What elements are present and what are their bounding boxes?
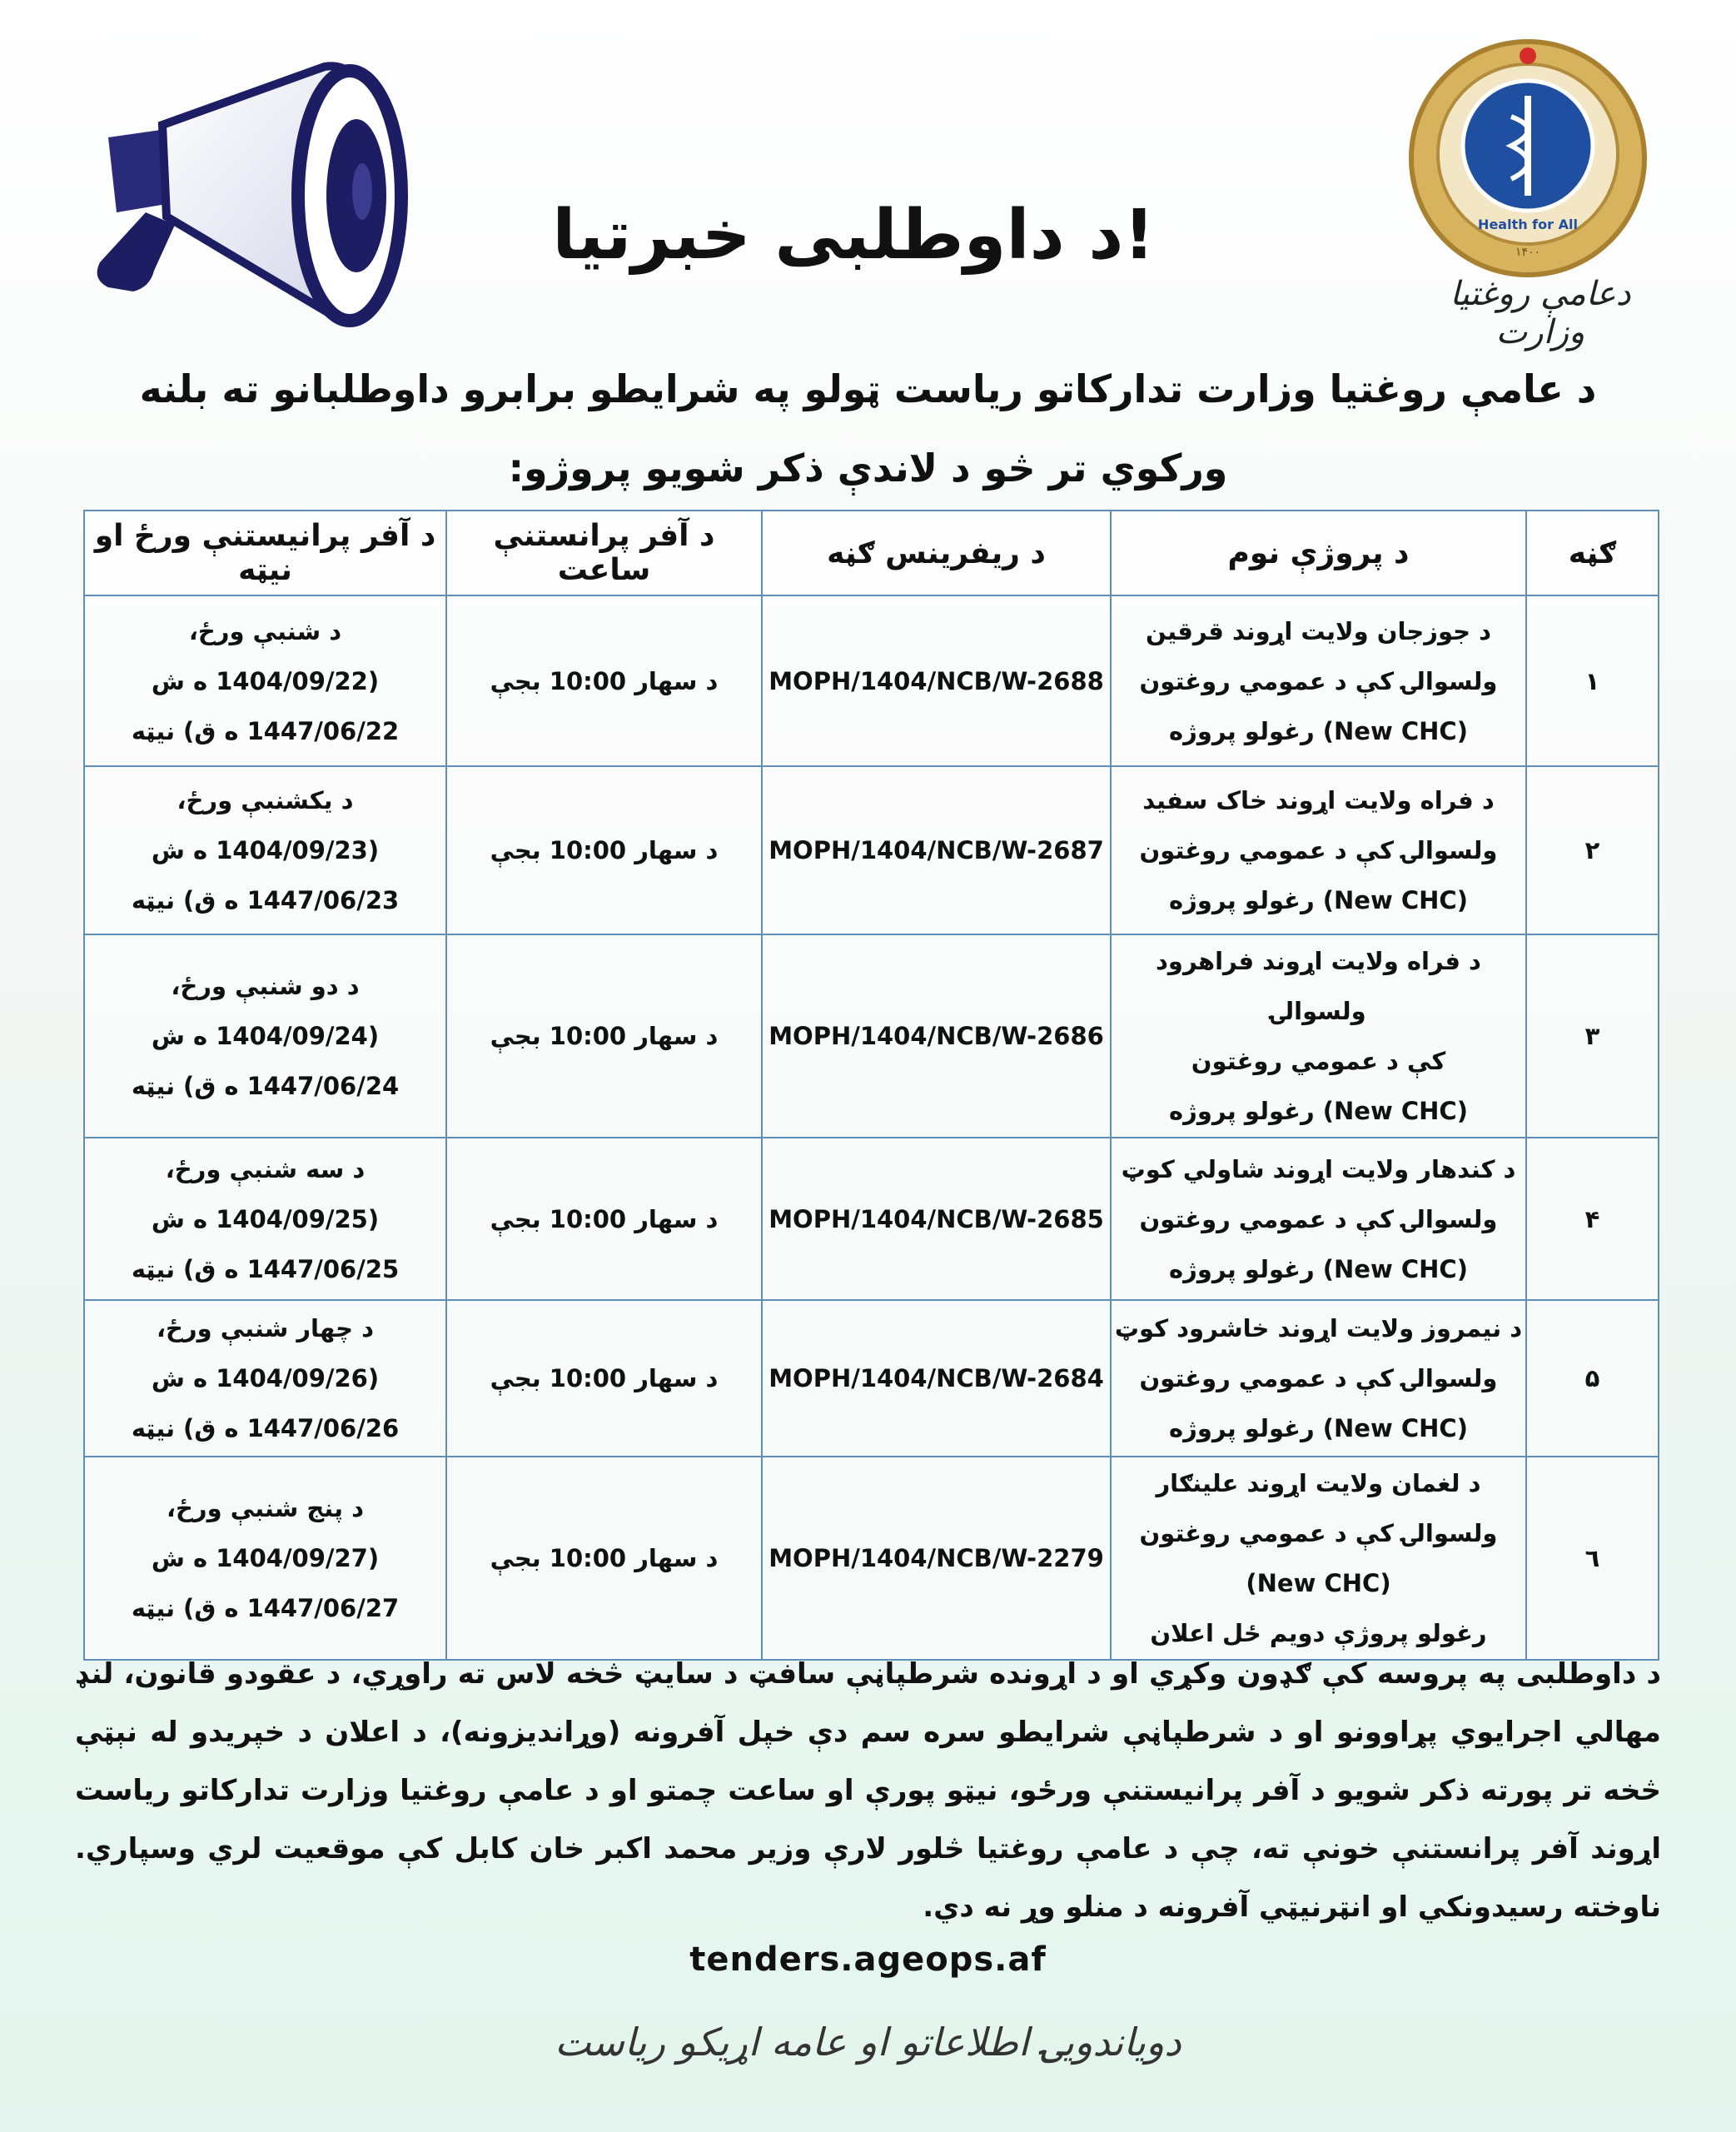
row-number: ۴ <box>1526 1138 1659 1300</box>
project-name: د فراه ولايت اړوند فراهرود ولسوالۍ کې د عمومي روغتون (New CHC) رغولو پروژه <box>1111 934 1526 1138</box>
opening-time: د سهار 10:00 بجې <box>446 1300 762 1457</box>
opening-date: د دو شنبې ورځ، (1404/09/24 ه ش 1447/06/24 ه ق) نيټه <box>84 934 446 1138</box>
row-number: ٣ <box>1526 934 1659 1138</box>
table-row <box>84 766 1659 934</box>
reference-number: MOPH/1404/NCB/W-2279 <box>762 1457 1111 1660</box>
intro-text: د عامې روغتيا وزارت تدارکاتو رياست ټولو په شرايطو برابرو داوطلبانو ته بلنه ورکوي تر څو د لاندې ذکر شويو پروژو: <box>139 366 1597 491</box>
table-row <box>84 1138 1659 1300</box>
table-row <box>84 934 1659 1138</box>
opening-date: د يکشنبې ورځ، (1404/09/23 ه ش 1447/06/23 ه ق) نيټه <box>84 766 446 934</box>
emblem-year: ۱۴۰۰ <box>1515 246 1541 259</box>
tenders-table <box>83 510 1659 1661</box>
col-number-header: ګڼه <box>1526 511 1659 595</box>
project-name: د فراه ولايت اړوند خاک سفيد ولسوالۍ کې د عمومي روغتون (New CHC) رغولو پروژه <box>1111 766 1526 934</box>
row-number: ۵ <box>1526 1300 1659 1457</box>
project-name: د جوزجان ولايت اړوند قرقين ولسوالۍ کې د عمومي روغتون (New CHC) رغولو پروژه <box>1111 595 1526 766</box>
reference-number: MOPH/1404/NCB/W-2686 <box>762 934 1111 1138</box>
project-name: د کندهار ولايت اړوند شاولي کوټ ولسوالۍ کې د عمومي روغتون (New CHC) رغولو پروژه <box>1111 1138 1526 1300</box>
col-project-name-header: د پروژې نوم <box>1111 511 1526 595</box>
table-row <box>84 595 1659 766</box>
page-title: د داوطلبی خبرتیا! <box>552 196 1155 275</box>
table-header-row <box>84 511 1659 595</box>
opening-date: د پنج شنبې ورځ، (1404/09/27 ه ش 1447/06/27 ه ق) نيټه <box>84 1457 446 1660</box>
row-number: ٢ <box>1526 766 1659 934</box>
table-row <box>84 1300 1659 1457</box>
emblem-motto: Health for All <box>1478 217 1578 232</box>
project-name: د لغمان ولايت اړوند علينګار ولسوالۍ کې د عمومي روغتون (New CHC) رغولو پروژې دويم ځل اعلان <box>1111 1457 1526 1660</box>
table-row <box>84 1457 1659 1660</box>
opening-time: د سهار 10:00 بجې <box>446 934 762 1138</box>
office-calligraphy: دویاندویۍ اطلاعاتو او عامه اړیکو ریاست <box>555 2020 1181 2065</box>
opening-date: د چهار شنبې ورځ، (1404/09/26 ه ش 1447/06/26 ه ق) نيټه <box>84 1300 446 1457</box>
opening-date: د شنبې ورځ، (1404/09/22 ه ش 1447/06/22 ه ق) نيټه <box>84 595 446 766</box>
opening-time: د سهار 10:00 بجې <box>446 1138 762 1300</box>
ministry-calligraphy: دعامې روغتيا وزارت <box>1450 275 1631 351</box>
opening-time: د سهار 10:00 بجې <box>446 1457 762 1660</box>
ministry-emblem-logo <box>1407 37 1649 279</box>
col-reference-header: د ريفرينس ګڼه <box>762 511 1111 595</box>
row-number: ٦ <box>1526 1457 1659 1660</box>
reference-number: MOPH/1404/NCB/W-2685 <box>762 1138 1111 1300</box>
reference-number: MOPH/1404/NCB/W-2688 <box>762 595 1111 766</box>
opening-time: د سهار 10:00 بجې <box>446 595 762 766</box>
row-number: ١ <box>1526 595 1659 766</box>
col-opening-date-header: د آفر پرانيستنې ورځ او نيټه <box>84 511 446 595</box>
col-opening-time-header: د آفر پرانستنې ساعت <box>446 511 762 595</box>
megaphone-icon <box>75 46 425 346</box>
website-link[interactable]: tenders.ageops.af <box>689 1940 1047 1979</box>
opening-date: د سه شنبې ورځ، (1404/09/25 ه ش 1447/06/25 ه ق) نيټه <box>84 1138 446 1300</box>
reference-number: MOPH/1404/NCB/W-2684 <box>762 1300 1111 1457</box>
reference-number: MOPH/1404/NCB/W-2687 <box>762 766 1111 934</box>
instructions-paragraph: د داوطلبی په پروسه کې ګډون وکړي او د اړونده شرطپاڼې سافټ د سايټ څخه لاس ته راوړي، د عقودو قانون، لنډ مهالي اجرايوي پړاوونو او د شرطپاڼې شرايطو سره سم دې خپل آفرونه (وړانديزونه)، د اعلان د خپريدو له نېټې څخه تر پورته ذکر شويو د آفر پرانيستنې ورځو، نيټو پورې او ساعت چمتو او د عامې روغتيا وزارت تدارکاتو رياست اړوند آفر پرانستنې خونې ته، چې د عامې روغتيا څلور لارې وزير محمد اکبر خان کابل کې موقعيت لري وسپاري. ناوخته رسيدونکي او انټرنيټي آفرونه د منلو وړ نه دي. <box>75 1657 1661 1924</box>
opening-time: د سهار 10:00 بجې <box>446 766 762 934</box>
project-name: د نيمروز ولايت اړوند خاشرود کوټ ولسوالۍ کې د عمومي روغتون (New CHC) رغولو پروژه <box>1111 1300 1526 1457</box>
